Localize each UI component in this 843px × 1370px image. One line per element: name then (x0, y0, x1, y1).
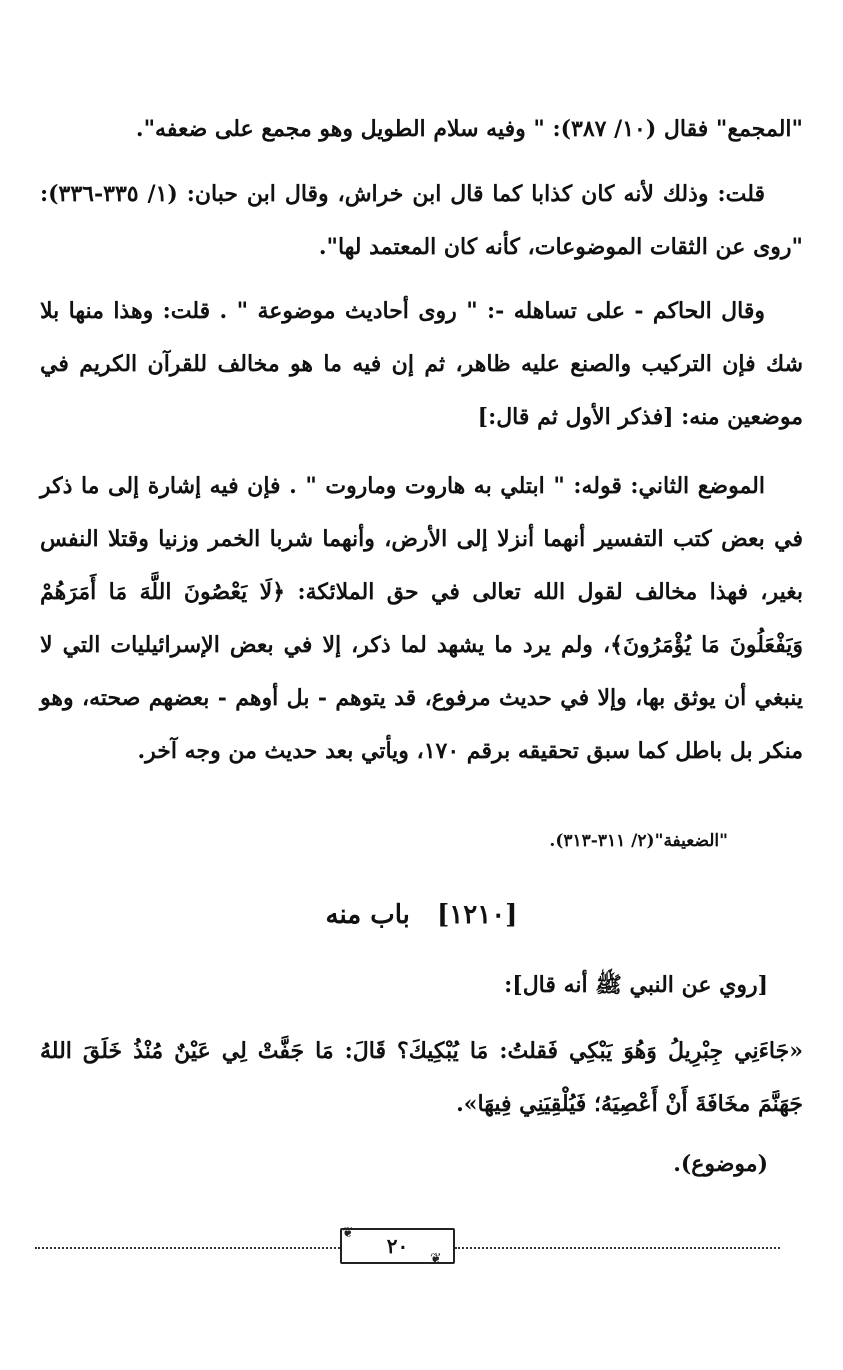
paragraph-ibn-hibban: قلت: وذلك لأنه كان كذابا كما قال ابن خراش، وقال ابن حبان: (١/ ٣٣٥-٣٣٦): "روى عن الثقات الموضوعات، كأنه كان المعتمد لها". (40, 181, 803, 260)
paragraph-hakim: وقال الحاكم - على تساهله -: " روى أحاديث موضوعة " . قلت: وهذا منها بلا شك فإن التركيب والصنع عليه ظاهر، ثم إن فيه ما هو مخالف للقرآن الكريم في موضعين منه: [فذكر الأول ثم قال:] (40, 298, 803, 430)
paragraph-majma-quote: "المجمع" فقال (١٠/ ٣٨٧): " وفيه سلام الطويل وهو مجمع على ضعفه". (135, 116, 803, 142)
source-reference: "الضعيفة"(٢/ ٣١١-٣١٣). (549, 831, 728, 851)
ornament-icon: ❦ (430, 1251, 442, 1267)
footer-rule-left (35, 1247, 340, 1249)
section-heading (0, 895, 843, 935)
hadith-text: «جَاءَنِي جِبْرِيلُ وَهُوَ يَبْكِي فَقلتُ: مَا يُبْكِيكَ؟ قَالَ: مَا جَفَّتْ لِي عَيْنٌ مُنْذُ خَلَقَ اللهُ جَهَنَّمَ مخَافَةَ أَنْ أَعْصِيَهُ؛ فَيُلْقِيَنِي فِيهَا». (40, 1038, 803, 1117)
page-number: ٢٠ (386, 1234, 409, 1258)
section-number: [١٢١٠] (436, 900, 518, 930)
ornament-icon: ❦ (342, 1225, 354, 1241)
hadith-intro: [روي عن النبي ﷺ أنه قال]: (504, 972, 768, 998)
paragraph-second-place: الموضع الثاني: قوله: " ابتلي به هاروت وماروت " . فإن فيه إشارة إلى ما ذكر في بعض كتب التفسير أنهما أنزلا إلى الأرض، وأنهما شربا الخمر وزنيا وقتلا النفس بغير، فهذا مخالف لقول الله تعالى في حق الملائكة: ﴿لَا يَعْصُونَ اللَّهَ مَا أَمَرَهُمْ وَيَفْعَلُونَ مَا يُؤْمَرُونَ﴾، ولم يرد ما يشهد لما ذكر، إلا في بعض الإسرائيليات التي لا ينبغي أن يوثق بها، وإلا في حديث مرفوع، قد يتوهم - بل أوهم - بعضهم صحته، وهو منكر بل باطل كما سبق تحقيقه برقم ١٧٠، ويأتي بعد حديث من وجه آخر. (40, 473, 803, 764)
hadith-verdict: (موضوع). (673, 1151, 768, 1177)
section-title-text: باب منه (325, 900, 410, 930)
footer-rule-right (455, 1247, 780, 1249)
